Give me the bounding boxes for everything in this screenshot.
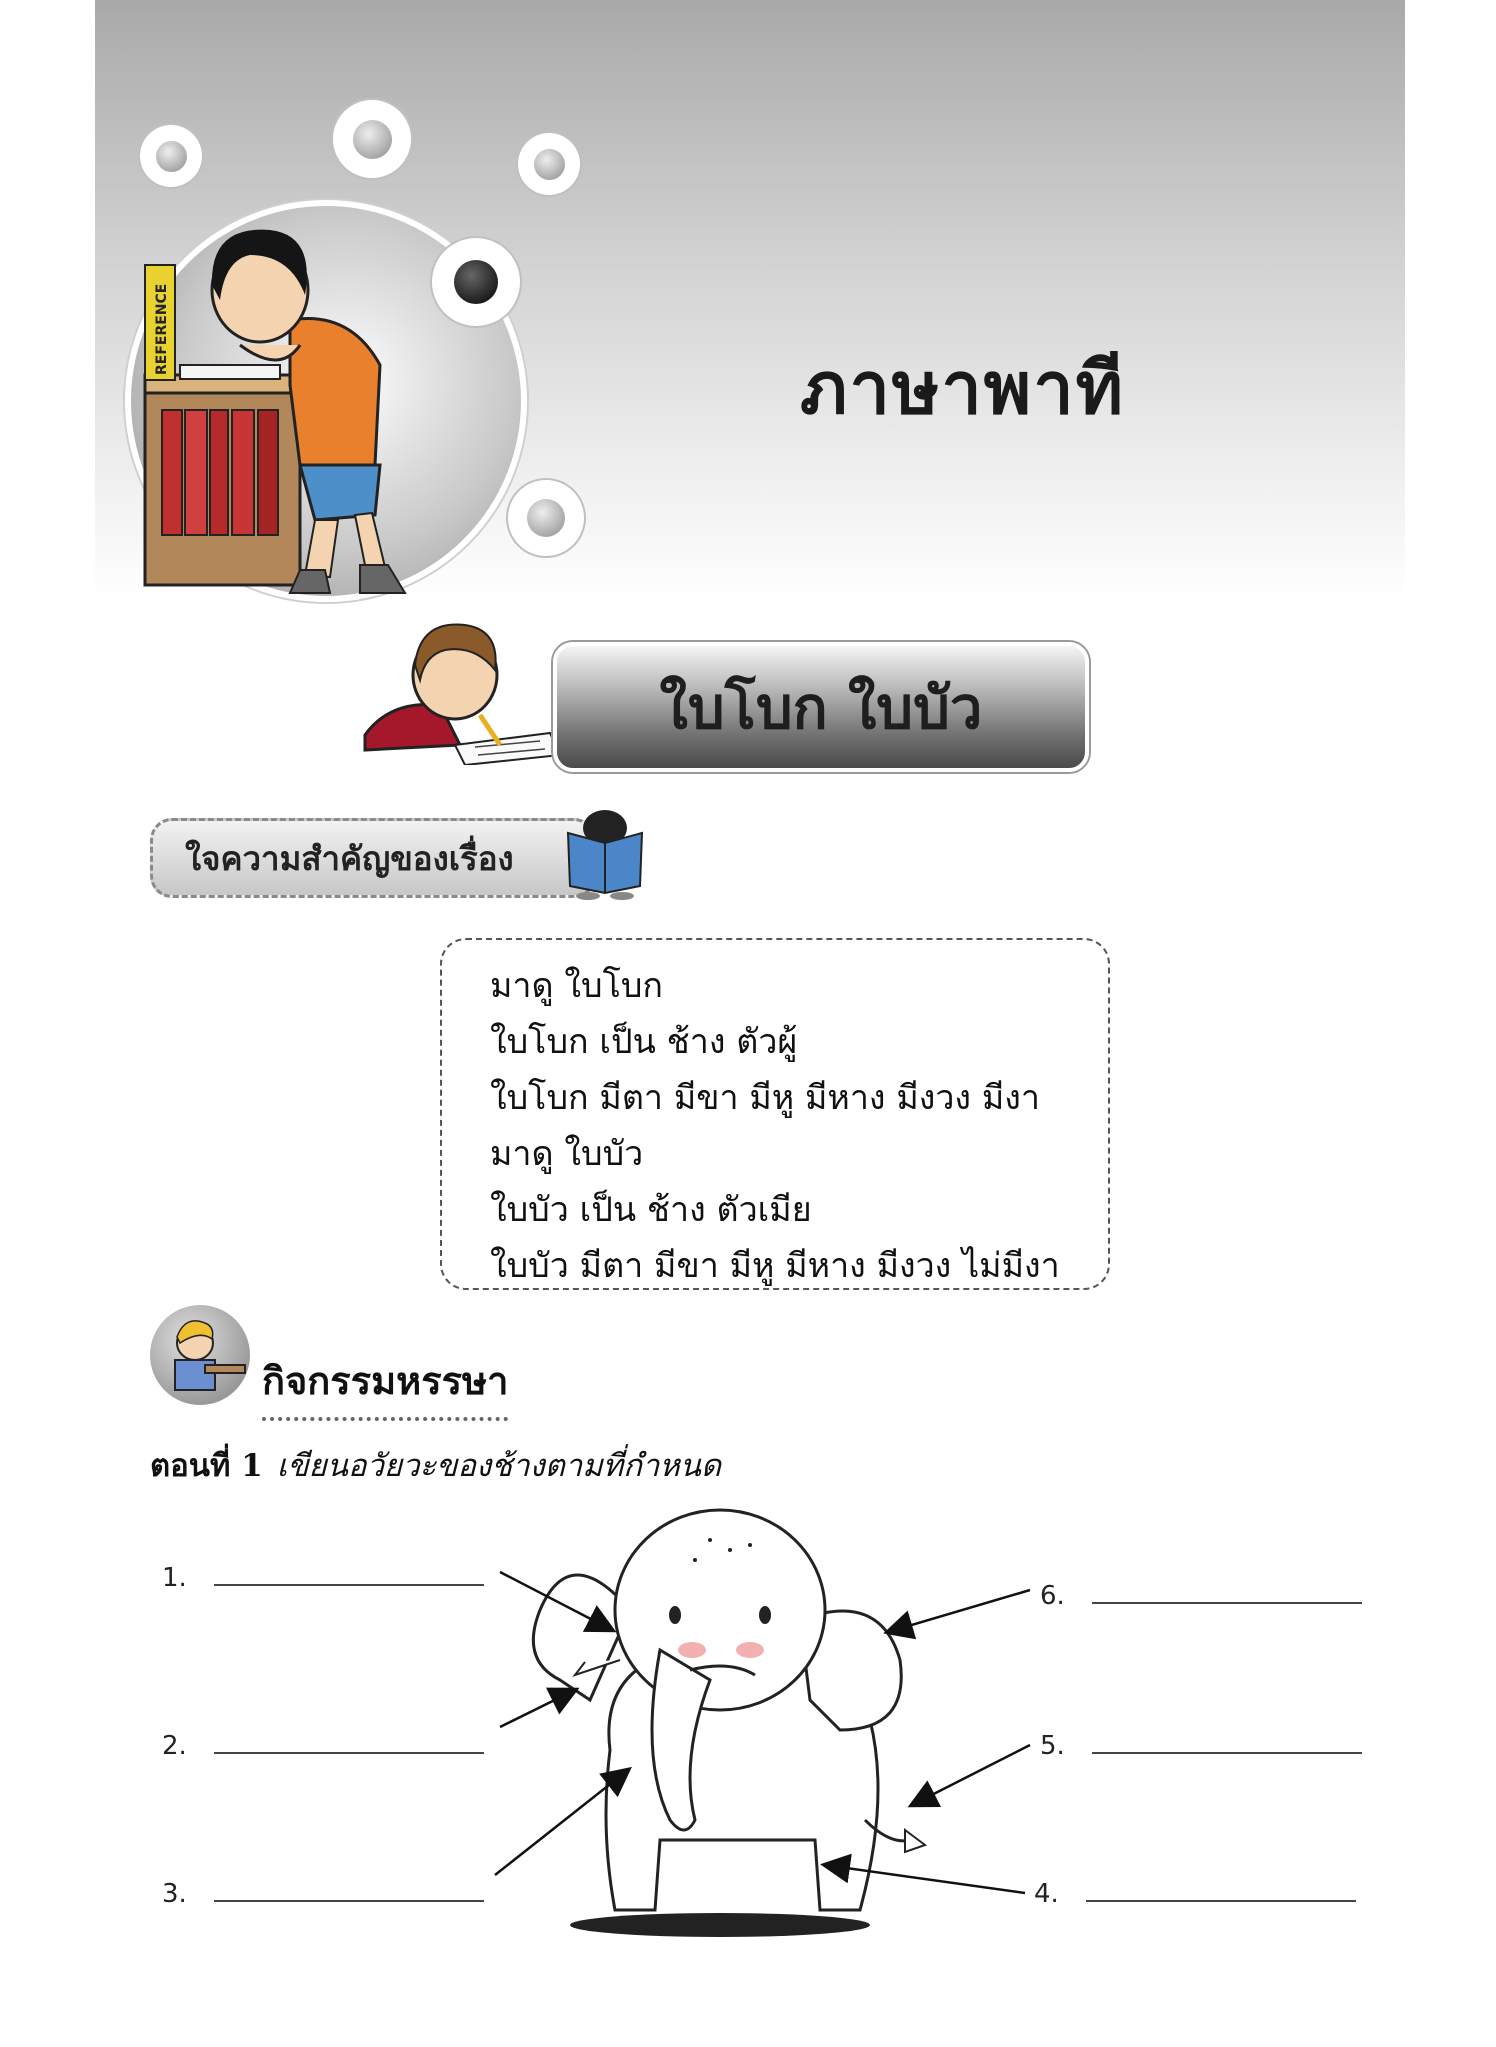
answer-blank[interactable] [1092, 1728, 1362, 1754]
svg-text:REFERENCE: REFERENCE [154, 283, 170, 375]
story-line: มาดู ใบโบก [490, 966, 664, 1006]
arrow-3 [495, 1770, 628, 1875]
answer-number: 1. [162, 1563, 187, 1593]
answer-line-3 [162, 1876, 484, 1909]
answer-line-1 [162, 1560, 484, 1593]
story-line: ใบบัว เป็น ช้าง ตัวเมีย [490, 1190, 812, 1230]
answer-blank[interactable] [214, 1876, 484, 1902]
answer-number: 2. [162, 1731, 187, 1761]
answer-number: 3. [162, 1879, 187, 1909]
story-line: ใบโบก มีตา มีขา มีหู มีหาง มีงวง มีงา [490, 1078, 1040, 1118]
answer-number: 5. [1040, 1731, 1065, 1761]
part-instruction: เขียนอวัยวะของช้างตามที่กำหนด [276, 1448, 722, 1484]
activity-title: กิจกรรมหรรษา [262, 1350, 508, 1421]
answer-line-4 [1034, 1876, 1356, 1909]
answer-blank[interactable] [1092, 1578, 1362, 1604]
story-line: ใบโบก เป็น ช้าง ตัวผู้ [490, 1022, 798, 1062]
answer-blank[interactable] [214, 1560, 484, 1586]
arrow-4 [825, 1865, 1025, 1893]
arrow-1 [500, 1572, 612, 1630]
answer-blank[interactable] [1086, 1876, 1356, 1902]
answer-line-2 [162, 1728, 484, 1761]
chapter-title: ภาษาพาที [800, 346, 1126, 430]
arrow-2 [500, 1690, 575, 1727]
answer-line-6 [1040, 1578, 1362, 1611]
answer-number: 6. [1040, 1581, 1065, 1611]
part-label: ตอนที่ 1 [150, 1448, 263, 1484]
arrow-5 [912, 1745, 1030, 1805]
story-line: มาดู ใบบัว [490, 1134, 644, 1174]
lesson-title: ใบโบก ใบบัว [659, 673, 983, 742]
key-idea-label: ใจความสำคัญของเรื่อง [185, 838, 514, 878]
story-line: ใบบัว มีตา มีขา มีหู มีหาง มีงวง ไม่มีงา [490, 1246, 1060, 1286]
answer-number: 4. [1034, 1879, 1059, 1909]
answer-blank[interactable] [214, 1728, 484, 1754]
arrow-6 [888, 1590, 1030, 1632]
answer-line-5 [1040, 1728, 1362, 1761]
